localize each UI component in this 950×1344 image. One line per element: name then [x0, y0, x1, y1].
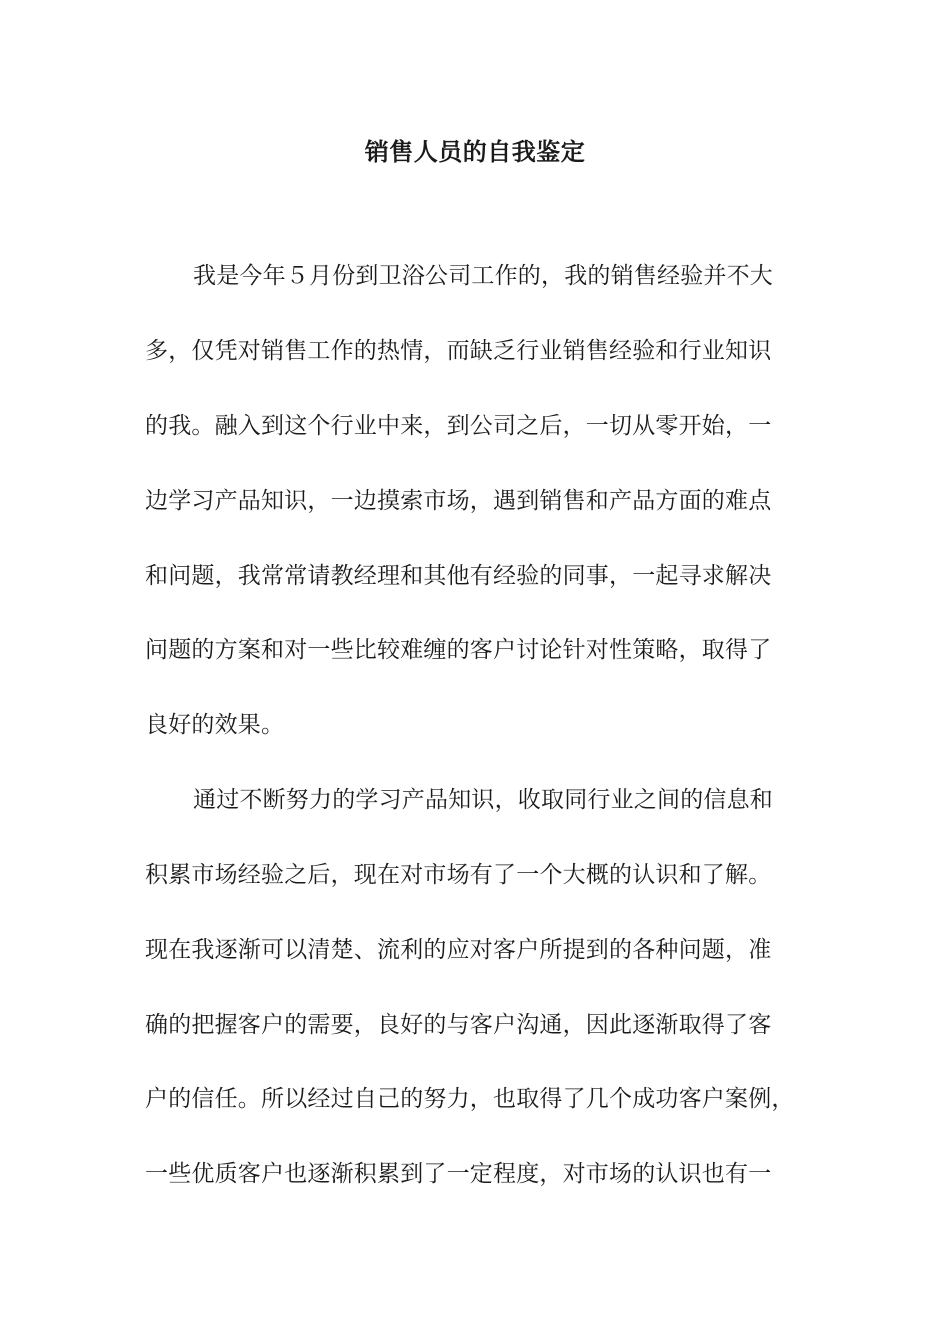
paragraph-line: 通过不断努力的学习产品知识，收取同行业之间的信息和: [193, 787, 773, 813]
paragraph-line: 一些优质客户也逐渐积累到了一定程度，对市场的认识也有一: [145, 1161, 772, 1187]
paragraph-line: 积累市场经验之后，现在对市场有了一个大概的认识和了解。: [145, 862, 772, 888]
paragraph-line: 问题的方案和对一些比较难缠的客户讨论针对性策略，取得了: [145, 637, 772, 663]
paragraph-line: 多，仅凭对销售工作的热情，而缺乏行业销售经验和行业知识: [145, 338, 772, 364]
paragraph-line: 和问题，我常常请教经理和其他有经验的同事，一起寻求解决: [145, 563, 772, 589]
paragraph-line: 边学习产品知识，一边摸索市场，遇到销售和产品方面的难点: [145, 488, 772, 514]
paragraph-line: 良好的效果。: [145, 712, 285, 738]
paragraph-line: 我是今年５月份到卫浴公司工作的，我的销售经验并不大: [193, 263, 773, 289]
paragraph-line: 户的信任。所以经过自己的努力，也取得了几个成功客户案例，: [145, 1086, 795, 1112]
paragraph-line: 的我。融入到这个行业中来，到公司之后，一切从零开始，一: [145, 413, 772, 439]
paragraph-line: 确的把握客户的需要，良好的与客户沟通，因此逐渐取得了客: [145, 1012, 772, 1038]
document-title: 销售人员的自我鉴定: [364, 137, 586, 166]
paragraph-line: 现在我逐渐可以清楚、流利的应对客户所提到的各种问题，准: [145, 937, 772, 963]
